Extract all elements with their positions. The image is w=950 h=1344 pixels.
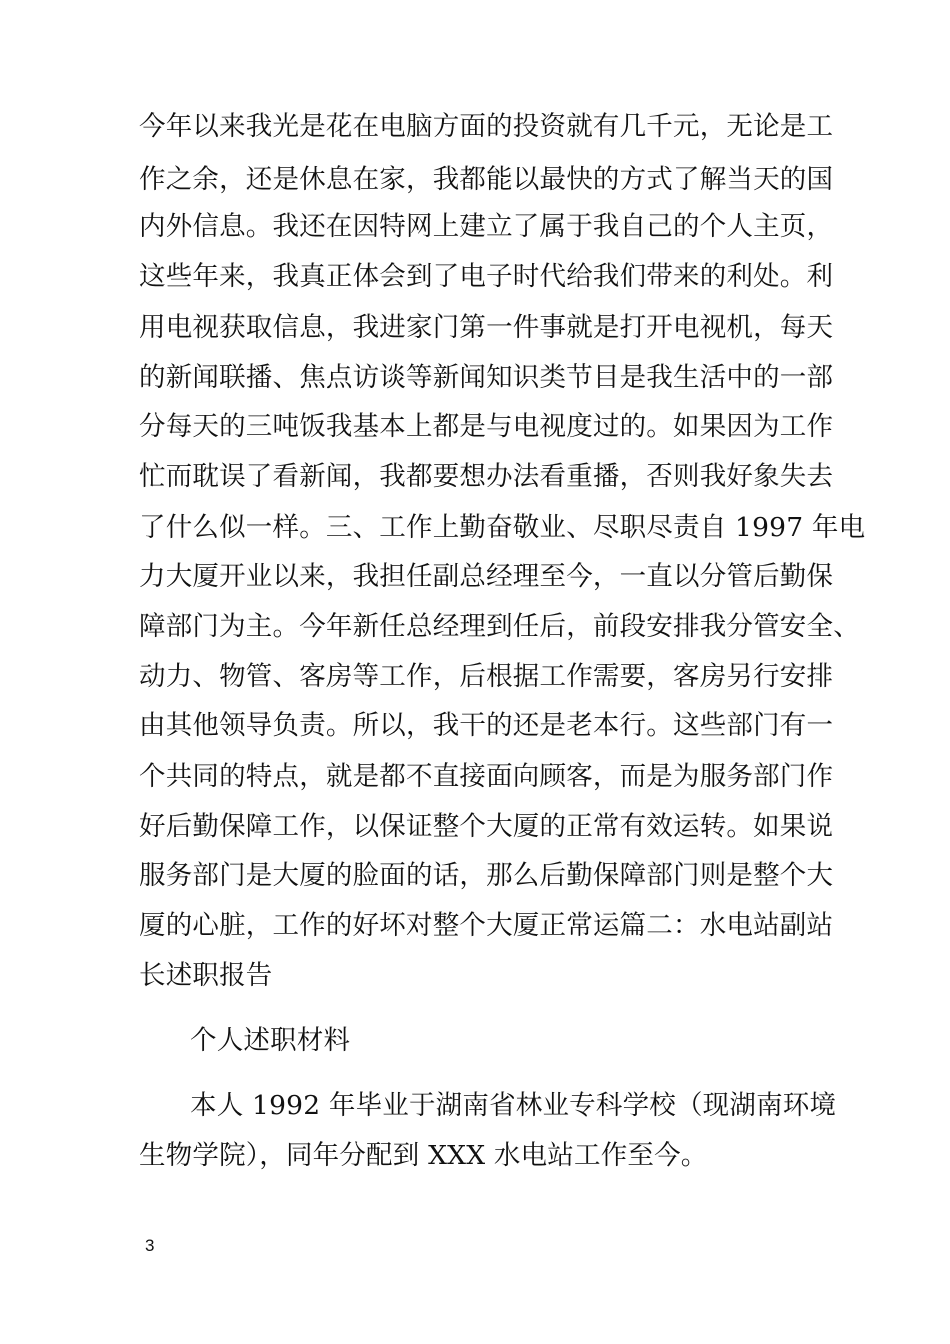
- body-text-line: 用电视获取信息，我进家门第一件事就是打开电视机，每天: [139, 312, 834, 343]
- body-text-line: 好后勤保障工作，以保证整个大厦的正常有效运转。如果说: [139, 811, 834, 842]
- body-text-line: 作之余，还是休息在家，我都能以最快的方式了解当天的国: [139, 164, 834, 195]
- section-heading: 个人述职材料: [190, 1025, 351, 1056]
- body-text-line: 力大厦开业以来，我担任副总经理至今，一直以分管后勤保: [139, 561, 834, 592]
- paragraph-line: 本人 1992 年毕业于湖南省林业专科学校（现湖南环境: [190, 1090, 837, 1121]
- body-text-line: 这些年来，我真正体会到了电子时代给我们带来的利处。利: [139, 261, 834, 292]
- paragraph-line: 生物学院），同年分配到 XXX 水电站工作至今。: [139, 1140, 708, 1171]
- body-text-line: 动力、物管、客房等工作，后根据工作需要，客房另行安排: [139, 661, 834, 692]
- body-text-line: 忙而耽误了看新闻，我都要想办法看重播，否则我好象失去: [139, 461, 834, 492]
- body-text-line: 分每天的三吨饭我基本上都是与电视度过的。如果因为工作: [139, 411, 834, 442]
- body-text-line: 的新闻联播、焦点访谈等新闻知识类节目是我生活中的一部: [139, 362, 834, 393]
- body-text-line: 长述职报告: [139, 960, 273, 991]
- body-text-line: 今年以来我光是花在电脑方面的投资就有几千元，无论是工: [139, 111, 834, 142]
- body-text-line: 个共同的特点，就是都不直接面向顾客，而是为服务部门作: [139, 761, 834, 792]
- body-text-line: 障部门为主。今年新任总经理到任后，前段安排我分管安全、: [139, 611, 860, 642]
- body-text-line: 服务部门是大厦的脸面的话，那么后勤保障部门则是整个大: [139, 860, 834, 891]
- body-text-line: 了什么似一样。三、工作上勤奋敬业、尽职尽责自 1997 年电: [139, 512, 866, 543]
- body-text-line: 内外信息。我还在因特网上建立了属于我自己的个人主页，: [139, 211, 834, 242]
- body-text-line: 由其他领导负责。所以，我干的还是老本行。这些部门有一: [139, 710, 834, 741]
- body-text-line: 厦的心脏，工作的好坏对整个大厦正常运篇二：水电站副站: [139, 910, 834, 941]
- page-number: 3: [145, 1236, 155, 1255]
